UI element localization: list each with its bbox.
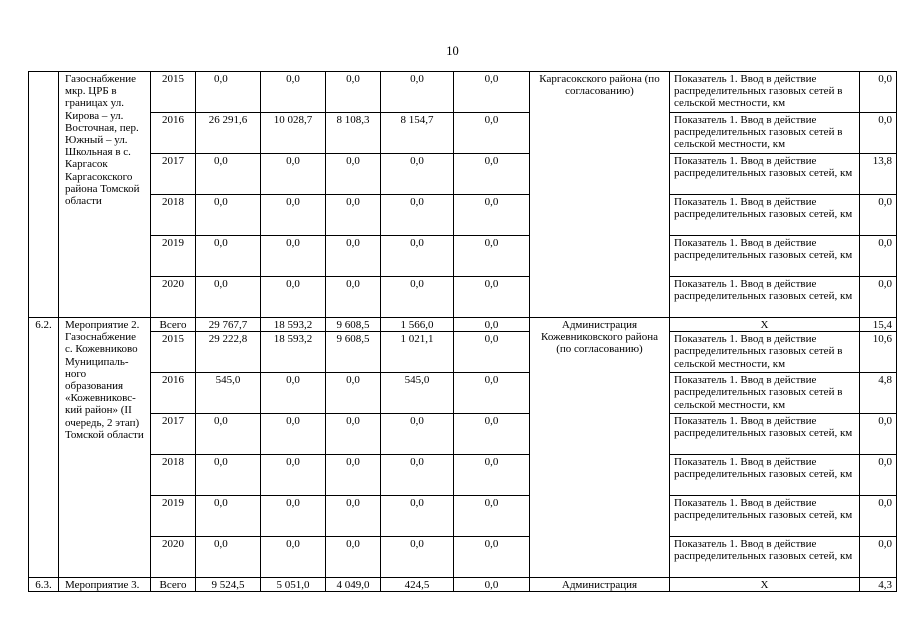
total-cell: 0,0 [196, 195, 261, 236]
federal-cell: 0,0 [261, 195, 326, 236]
year-cell: 2019 [151, 236, 196, 277]
table-row [29, 113, 897, 154]
indicator-value: 0,0 [860, 195, 897, 236]
federal-cell: 10 028,7 [261, 113, 326, 154]
table-row [29, 195, 897, 236]
year-cell: 2016 [151, 113, 196, 154]
indicator-value: 0,0 [860, 414, 897, 455]
regional-cell: 4 049,0 [326, 578, 381, 592]
table-row [29, 332, 897, 373]
item-number: 6.3. [29, 578, 59, 592]
regional-cell: 8 108,3 [326, 113, 381, 154]
local-cell: 0,0 [381, 414, 454, 455]
total-cell: 26 291,6 [196, 113, 261, 154]
regional-cell: 0,0 [326, 154, 381, 195]
regional-cell: 0,0 [326, 496, 381, 537]
table-row [29, 318, 897, 332]
indicator-value: 10,6 [860, 332, 897, 373]
local-cell: 0,0 [381, 496, 454, 537]
indicator-cell: Х [670, 578, 860, 592]
total-cell: 29 767,7 [196, 318, 261, 332]
total-cell: 0,0 [196, 455, 261, 496]
indicator-value: 0,0 [860, 537, 897, 578]
table-row [29, 72, 897, 113]
table-row [29, 578, 897, 592]
indicator-cell: Показатель 1. Ввод в действие распределительных газовых сетей в сельской местности, км [670, 332, 860, 373]
total-cell: 0,0 [196, 72, 261, 113]
year-cell: 2020 [151, 537, 196, 578]
indicator-value: 13,8 [860, 154, 897, 195]
table-row [29, 414, 897, 455]
other-cell: 0,0 [454, 195, 530, 236]
executor-cell: Администрация Кожевниковского района (по согласованию) [530, 318, 670, 578]
federal-cell: 18 593,2 [261, 318, 326, 332]
indicator-cell: Показатель 1. Ввод в действие распределительных газовых сетей в сельской местности, км [670, 373, 860, 414]
executor-cell: Каргасокского района (по согласованию) [530, 72, 670, 318]
local-cell: 545,0 [381, 373, 454, 414]
other-cell: 0,0 [454, 113, 530, 154]
federal-cell: 0,0 [261, 277, 326, 318]
regional-cell: 9 608,5 [326, 332, 381, 373]
federal-cell: 0,0 [261, 72, 326, 113]
federal-cell: 0,0 [261, 414, 326, 455]
total-cell: 0,0 [196, 277, 261, 318]
year-cell: 2016 [151, 373, 196, 414]
table-row [29, 455, 897, 496]
indicator-cell: Показатель 1. Ввод в действие распределительных газовых сетей, км [670, 154, 860, 195]
year-cell: 2018 [151, 455, 196, 496]
local-cell: 0,0 [381, 154, 454, 195]
regional-cell: 0,0 [326, 236, 381, 277]
local-cell: 1 566,0 [381, 318, 454, 332]
indicator-value: 0,0 [860, 455, 897, 496]
regional-cell: 0,0 [326, 455, 381, 496]
other-cell: 0,0 [454, 236, 530, 277]
year-cell: 2015 [151, 332, 196, 373]
year-cell: 2019 [151, 496, 196, 537]
federal-cell: 0,0 [261, 455, 326, 496]
measure-name: Мероприятие 3. [59, 578, 151, 592]
year-cell: 2017 [151, 154, 196, 195]
item-number: 6.2. [29, 318, 59, 578]
page-number: 10 [446, 44, 459, 58]
local-cell: 0,0 [381, 195, 454, 236]
total-cell: 0,0 [196, 236, 261, 277]
total-cell: 545,0 [196, 373, 261, 414]
local-cell: 0,0 [381, 236, 454, 277]
year-cell: Всего [151, 578, 196, 592]
indicator-cell: Показатель 1. Ввод в действие распределительных газовых сетей, км [670, 496, 860, 537]
total-cell: 0,0 [196, 414, 261, 455]
regional-cell: 0,0 [326, 195, 381, 236]
program-table [28, 71, 897, 592]
year-cell: 2018 [151, 195, 196, 236]
federal-cell: 18 593,2 [261, 332, 326, 373]
local-cell: 0,0 [381, 455, 454, 496]
other-cell: 0,0 [454, 373, 530, 414]
indicator-cell: Показатель 1. Ввод в действие распределительных газовых сетей в сельской местности, км [670, 72, 860, 113]
table-row [29, 537, 897, 578]
indicator-cell: Показатель 1. Ввод в действие распределительных газовых сетей, км [670, 277, 860, 318]
regional-cell: 0,0 [326, 414, 381, 455]
total-cell: 0,0 [196, 496, 261, 537]
regional-cell: 0,0 [326, 72, 381, 113]
indicator-cell: Показатель 1. Ввод в действие распределительных газовых сетей, км [670, 455, 860, 496]
table-row [29, 154, 897, 195]
table-row [29, 373, 897, 414]
other-cell: 0,0 [454, 318, 530, 332]
indicator-value: 4,3 [860, 578, 897, 592]
regional-cell: 0,0 [326, 537, 381, 578]
indicator-value: 0,0 [860, 277, 897, 318]
indicator-value: 15,4 [860, 318, 897, 332]
indicator-value: 0,0 [860, 72, 897, 113]
measure-name: Газоснабжение мкр. ЦРБ в границах ул. Кирова – ул. Восточная, пер. Южный – ул. Школьная в с. Каргасок Каргасокского района Томской области [59, 72, 151, 318]
indicator-cell: Показатель 1. Ввод в действие распределительных газовых сетей, км [670, 537, 860, 578]
regional-cell: 0,0 [326, 373, 381, 414]
federal-cell: 0,0 [261, 236, 326, 277]
year-cell: Всего [151, 318, 196, 332]
indicator-cell: Показатель 1. Ввод в действие распределительных газовых сетей, км [670, 236, 860, 277]
federal-cell: 5 051,0 [261, 578, 326, 592]
indicator-cell: Показатель 1. Ввод в действие распределительных газовых сетей, км [670, 414, 860, 455]
other-cell: 0,0 [454, 414, 530, 455]
measure-name: Мероприятие 2. Газоснабжение с. Кожевниково Муниципаль-ного образования «Кожевниковс-кий район» (II очередь, 2 этап) Томской области [59, 318, 151, 578]
indicator-cell: Показатель 1. Ввод в действие распределительных газовых сетей, км [670, 195, 860, 236]
other-cell: 0,0 [454, 496, 530, 537]
regional-cell: 0,0 [326, 277, 381, 318]
federal-cell: 0,0 [261, 154, 326, 195]
indicator-cell: Показатель 1. Ввод в действие распределительных газовых сетей в сельской местности, км [670, 113, 860, 154]
total-cell: 0,0 [196, 154, 261, 195]
other-cell: 0,0 [454, 277, 530, 318]
indicator-value: 0,0 [860, 496, 897, 537]
other-cell: 0,0 [454, 154, 530, 195]
other-cell: 0,0 [454, 537, 530, 578]
other-cell: 0,0 [454, 332, 530, 373]
table-row [29, 277, 897, 318]
other-cell: 0,0 [454, 578, 530, 592]
table-row [29, 496, 897, 537]
other-cell: 0,0 [454, 72, 530, 113]
total-cell: 29 222,8 [196, 332, 261, 373]
local-cell: 8 154,7 [381, 113, 454, 154]
local-cell: 0,0 [381, 277, 454, 318]
local-cell: 0,0 [381, 72, 454, 113]
item-number [29, 72, 59, 318]
table-row [29, 236, 897, 277]
total-cell: 9 524,5 [196, 578, 261, 592]
indicator-value: 4,8 [860, 373, 897, 414]
indicator-value: 0,0 [860, 113, 897, 154]
local-cell: 0,0 [381, 537, 454, 578]
regional-cell: 9 608,5 [326, 318, 381, 332]
other-cell: 0,0 [454, 455, 530, 496]
local-cell: 1 021,1 [381, 332, 454, 373]
indicator-cell: Х [670, 318, 860, 332]
federal-cell: 0,0 [261, 496, 326, 537]
year-cell: 2020 [151, 277, 196, 318]
federal-cell: 0,0 [261, 373, 326, 414]
total-cell: 0,0 [196, 537, 261, 578]
indicator-value: 0,0 [860, 236, 897, 277]
year-cell: 2015 [151, 72, 196, 113]
year-cell: 2017 [151, 414, 196, 455]
executor-cell: Администрация [530, 578, 670, 592]
local-cell: 424,5 [381, 578, 454, 592]
federal-cell: 0,0 [261, 537, 326, 578]
